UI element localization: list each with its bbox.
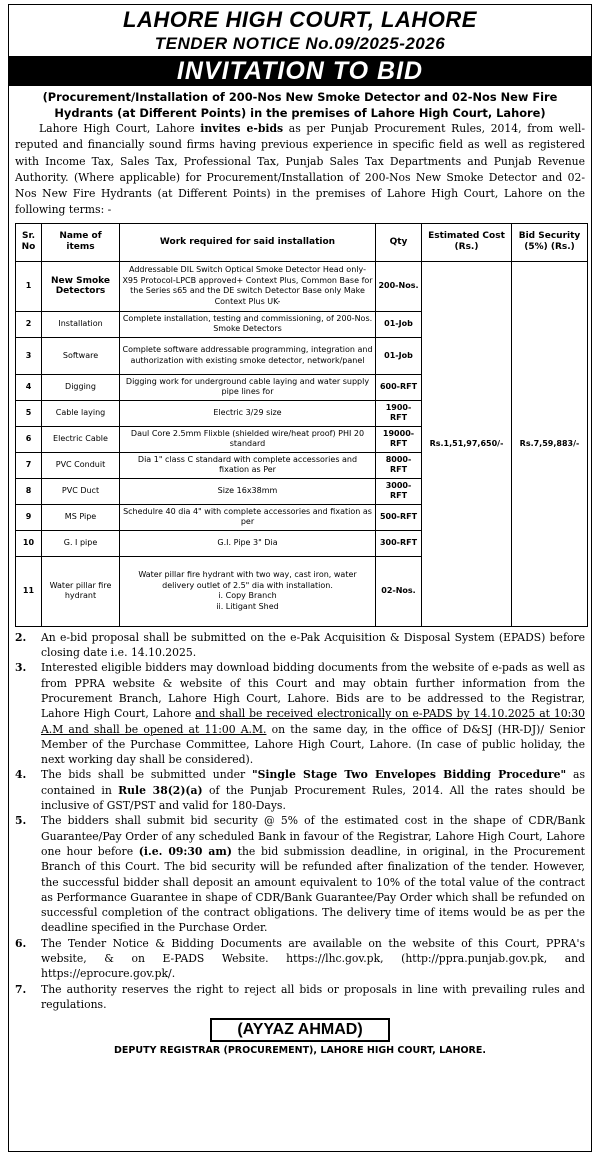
invitation-banner: INVITATION TO BID	[9, 56, 591, 86]
cell-work: Complete software addressable programming, integration and authorization with existing smoke detector, network/panel	[120, 337, 376, 374]
signatory-name: (AYYAZ AHMAD)	[210, 1018, 390, 1042]
time-bold: (i.e. 09:30 am)	[138, 844, 232, 858]
cell-work: Schedulre 40 dia 4" with complete accessories and fixation as per	[120, 504, 376, 530]
cell-work-line: Water pillar fire hydrant with two way, cast iron, water delivery outlet of 2.5" dia with installation.	[138, 570, 357, 590]
cell-work: Addressable DIL Switch Optical Smoke Detector Head only-X95 Protocol-LPCB approved+ Context Plus, Common Base for the Series s65 and the DE switch Detector Base only Make Context Plus UK-	[120, 261, 376, 311]
cell-name: G. I pipe	[42, 530, 120, 556]
cell-name: Installation	[42, 311, 120, 337]
cell-work: Complete installation, testing and commissioning, of 200-Nos. Smoke Detectors	[120, 311, 376, 337]
cell-name: Software	[42, 337, 120, 374]
court-title: LAHORE HIGH COURT, LAHORE	[123, 7, 477, 32]
term-number: 7.	[15, 982, 27, 996]
items-table	[15, 223, 588, 627]
cell-name: Cable laying	[42, 400, 120, 426]
cell-work: Size 16x38mm	[120, 478, 376, 504]
term-text	[41, 660, 585, 767]
term-text-part: on the same day, in the office of D&SJ (HR-DJ)/ Senior Member of the Purchase Committee, Lahore High Court, Lahore. (In case of public holiday, the next working day shall be considered).	[41, 722, 585, 767]
tender-notice-page	[8, 4, 592, 1152]
cell-work-line: i. Copy Branch	[218, 591, 277, 601]
term-2	[15, 630, 585, 661]
cell-work: Daul Core 2.5mm Flixble (shielded wire/heat proof) PHI 20 standard	[120, 426, 376, 452]
signatory-title: DEPUTY REGISTRAR (PROCUREMENT), LAHORE HIGH COURT, LAHORE.	[114, 1045, 486, 1057]
cell-work: Electric 3/29 size	[120, 400, 376, 426]
bid-security-cell: Rs.7,59,883/-	[512, 261, 588, 626]
cell-qty: 500-RFT	[376, 504, 422, 530]
cell-name: MS Pipe	[42, 504, 120, 530]
header-qty: Qty	[376, 223, 422, 261]
cell-qty: 8000-RFT	[376, 452, 422, 478]
procedure-bold: "Single Stage Two Envelopes Bidding Procedure"	[252, 768, 567, 782]
term-text-part: Interested eligible bidders may download bidding documents from the website of e-pads as well as from PPRA website & website of this Court and may obtain further information from the Procurement Branch, Lahore High Court, Lahore. Bids are to be addressed to the Registrar, Lahore High Court, Lahore	[41, 661, 585, 721]
term-6	[15, 936, 585, 982]
cell-qty: 1900-RFT	[376, 400, 422, 426]
term-text-part: as contained in	[41, 768, 585, 797]
term-number: 2.	[15, 630, 27, 644]
cell-work-line: ii. Litigant Shed	[216, 601, 279, 611]
cell-name: PVC Conduit	[42, 452, 120, 478]
cell-sr: 1	[16, 261, 42, 311]
term-text	[41, 767, 585, 813]
cell-qty: 300-RFT	[376, 530, 422, 556]
cell-sr: 11	[16, 556, 42, 626]
term-number: 3.	[15, 661, 27, 675]
cell-qty: 02-Nos.	[376, 556, 422, 626]
cell-work: Digging work for underground cable laying and water supply pipe lines for	[120, 374, 376, 400]
term-5	[15, 813, 585, 935]
cell-qty: 01-Job	[376, 311, 422, 337]
term-text-part: the bid submission deadline, in original, in the Procurement Branch of this Court. The bid security will be refunded after finalization of the tender. However, the successful bidder shall deposit an amount equivalent to 10% of the total value of the contract as Performance Guarantee in shape of CDR/Bank Guarantee/Pay Order which shall be refunded on successful completion of the contract obligations. The delivery time of items would be as per the deadline specified in the Purchase Order.	[41, 844, 585, 935]
header-name: Name of items	[42, 223, 120, 261]
term-number: 6.	[15, 936, 27, 950]
cell-work: G.I. Pipe 3" Dia	[120, 530, 376, 556]
cell-work	[120, 556, 376, 626]
intro-text-1: Lahore High Court, Lahore	[39, 122, 201, 135]
table-header-row	[16, 223, 588, 261]
cell-qty: 01-Job	[376, 337, 422, 374]
header-work: Work required for said installation	[120, 223, 376, 261]
deadline-underlined: and shall be received electronically on e-PADS by 14.10.2025 at 10:30 A.M and shall be opened at 11:00 A.M.	[41, 707, 585, 736]
cell-sr: 6	[16, 426, 42, 452]
term-text-part: The bids shall be submitted under	[41, 768, 252, 782]
term-7	[15, 982, 585, 1013]
term-number: 5.	[15, 814, 27, 828]
term-3	[15, 660, 585, 767]
tender-subject: (Procurement/Installation of 200-Nos New Smoke Detector and 02-Nos New Fire Hydrants (at Different Points) in the premises of Lahore High Court, Lahore)	[42, 90, 558, 120]
cell-sr: 2	[16, 311, 42, 337]
cell-qty: 600-RFT	[376, 374, 422, 400]
cell-name: Electric Cable	[42, 426, 120, 452]
cell-sr: 8	[16, 478, 42, 504]
term-text: The authority reserves the right to reject all bids or proposals in line with prevailing rules and regulations.	[41, 982, 585, 1011]
term-text	[41, 813, 585, 935]
cell-qty: 19000-RFT	[376, 426, 422, 452]
cell-sr: 5	[16, 400, 42, 426]
intro-paragraph	[15, 121, 585, 219]
header-sr: Sr. No	[16, 223, 42, 261]
term-text-part: of the Punjab Procurement Rules, 2014. All the rates should be inclusive of GST/PST and valid for 180-Days.	[41, 783, 585, 813]
cell-name: Digging	[42, 374, 120, 400]
header-estimated-cost: Estimated Cost (Rs.)	[422, 223, 512, 261]
intro-text-2: as per Punjab Procurement Rules, 2014, from well-reputed and financially sound firms having previous experience in specific field as well as registered with Income Tax, Sales Tax, Professional Tax, Punjab Sales Tax Departments and Punjab Revenue Authority. (Where applicable) for Procurement/Installation of 200-Nos New Smoke Detector and 02-Nos New Fire Hydrants (at Different Points) in the premises of Lahore High Court, Lahore on the following terms: -	[15, 122, 585, 217]
intro-bold: invites e-bids	[200, 122, 284, 135]
cell-sr: 3	[16, 337, 42, 374]
cell-name: Water pillar fire hydrant	[42, 556, 120, 626]
term-text: The Tender Notice & Bidding Documents are available on the website of this Court, PPRA's website, & on E-PADS Website. https://lhc.gov.pk, (http://ppra.punjab.gov.pk, and https://eprocure.gov.pk/.	[41, 936, 585, 981]
tender-notice-number: TENDER NOTICE No.09/2025-2026	[154, 34, 446, 53]
cell-qty: 200-Nos.	[376, 261, 422, 311]
cell-qty: 3000-RFT	[376, 478, 422, 504]
rule-bold: Rule 38(2)(a)	[118, 783, 203, 797]
header-bid-security: Bid Security (5%) (Rs.)	[512, 223, 588, 261]
cell-sr: 9	[16, 504, 42, 530]
cell-sr: 7	[16, 452, 42, 478]
term-text-part: The bidders shall submit bid security @ 5% of the estimated cost in the shape of CDR/Bank Guarantee/Pay Order of any scheduled Bank in favour of the Registrar, Lahore High Court, Lahore one hour before	[41, 814, 585, 858]
term-number: 4.	[15, 768, 27, 782]
term-4	[15, 767, 585, 813]
cell-name: PVC Duct	[42, 478, 120, 504]
term-text: An e-bid proposal shall be submitted on the e-Pak Acquisition & Disposal System (EPADS) before closing date i.e. 14.10.2025.	[41, 630, 585, 660]
terms-list	[15, 630, 585, 1012]
estimated-cost-cell: Rs.1,51,97,650/-	[422, 261, 512, 626]
cell-work: Dia 1" class C standard with complete accessories and fixation as Per	[120, 452, 376, 478]
cell-name: New Smoke Detectors	[42, 261, 120, 311]
cell-sr: 4	[16, 374, 42, 400]
cell-sr: 10	[16, 530, 42, 556]
table-row	[16, 261, 588, 311]
